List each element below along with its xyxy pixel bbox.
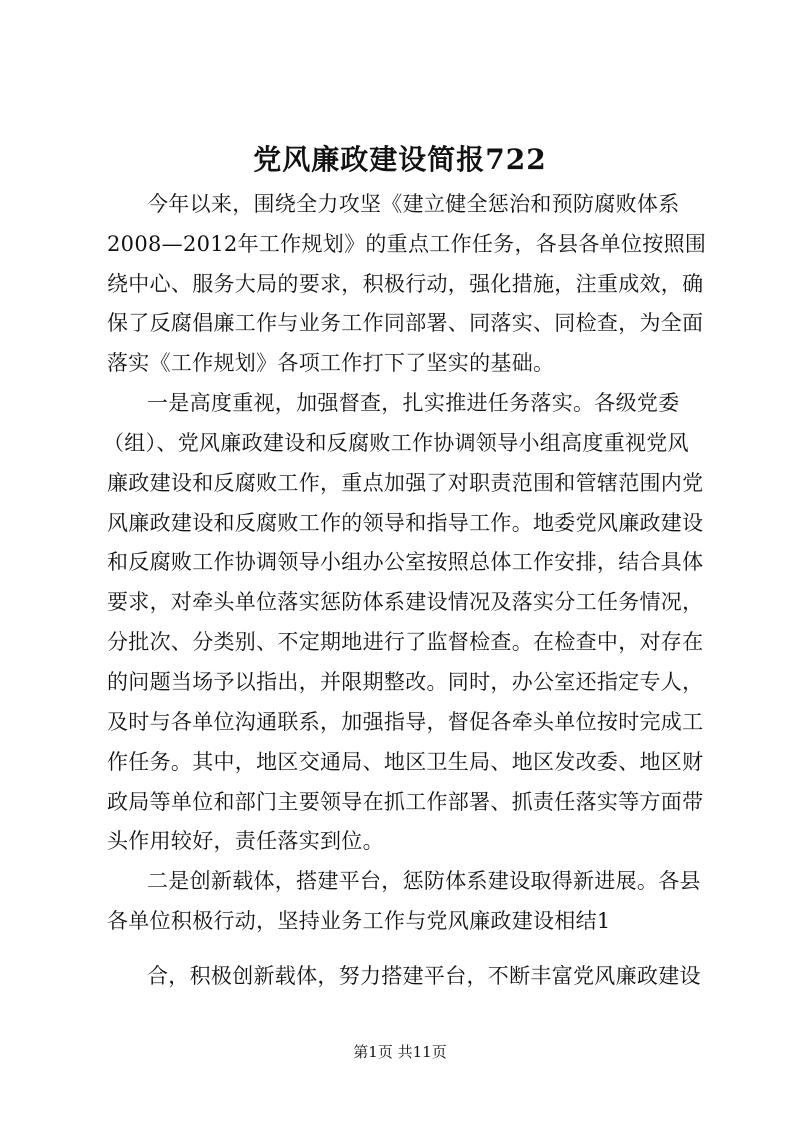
body-line: 和反腐败工作协调领导小组办公室按照总体工作安排，结合具体 <box>107 550 704 574</box>
page-footer: 第1页 共11页 <box>353 1043 447 1061</box>
body-line: 廉政建设和反腐败工作，重点加强了对职责范围和管辖范围内党 <box>107 471 704 495</box>
body-line: 合，积极创新载体，努力搭建平台，不断丰富党风廉政建设 <box>147 964 701 988</box>
body-line: 风廉政建设和反腐败工作的领导和指导工作。地委党风廉政建设 <box>107 511 704 535</box>
body-line: 要求，对牵头单位落实惩防体系建设情况及落实分工任务情况， <box>107 590 704 614</box>
body-line: 及时与各单位沟通联系，加强指导，督促各牵头单位按时完成工 <box>107 710 704 734</box>
body-line: 绕中心、服务大局的要求，积极行动，强化措施，注重成效，确 <box>107 272 704 296</box>
body-line: 落实《工作规划》各项工作打下了坚实的基础。 <box>107 351 555 375</box>
body-line: 作任务。其中，地区交通局、地区卫生局、地区发改委、地区财 <box>107 750 704 774</box>
body-line: 政局等单位和部门主要领导在抓工作部署、抓责任落实等方面带 <box>107 790 704 814</box>
body-line: 各单位积极行动，坚持业务工作与党风廉政建设相结1 <box>107 909 611 933</box>
body-line: 分批次、分类别、不定期地进行了监督检查。在检查中，对存在 <box>107 630 704 654</box>
body-line: 保了反腐倡廉工作与业务工作同部署、同落实、同检查，为全面 <box>107 311 704 335</box>
body-line: 今年以来，围绕全力攻坚《建立健全惩治和预防腐败体系 <box>147 192 680 216</box>
document-title: 党风廉政建设简报722 <box>253 143 547 176</box>
body-line: 头作用较好，责任落实到位。 <box>107 829 384 853</box>
body-line: （组）、党风廉政建设和反腐败工作协调领导小组高度重视党风 <box>103 431 689 455</box>
body-line: 的问题当场予以指出，并限期整改。同时，办公室还指定专人， <box>107 670 704 694</box>
body-line: 二是创新载体，搭建平台，惩防体系建设取得新进展。各县 <box>147 869 701 893</box>
body-line: 一是高度重视，加强督查，扎实推进任务落实。各级党委 <box>147 391 680 415</box>
body-line: 2008—2012年工作规划》的重点工作任务，各县各单位按照围 <box>107 232 707 256</box>
